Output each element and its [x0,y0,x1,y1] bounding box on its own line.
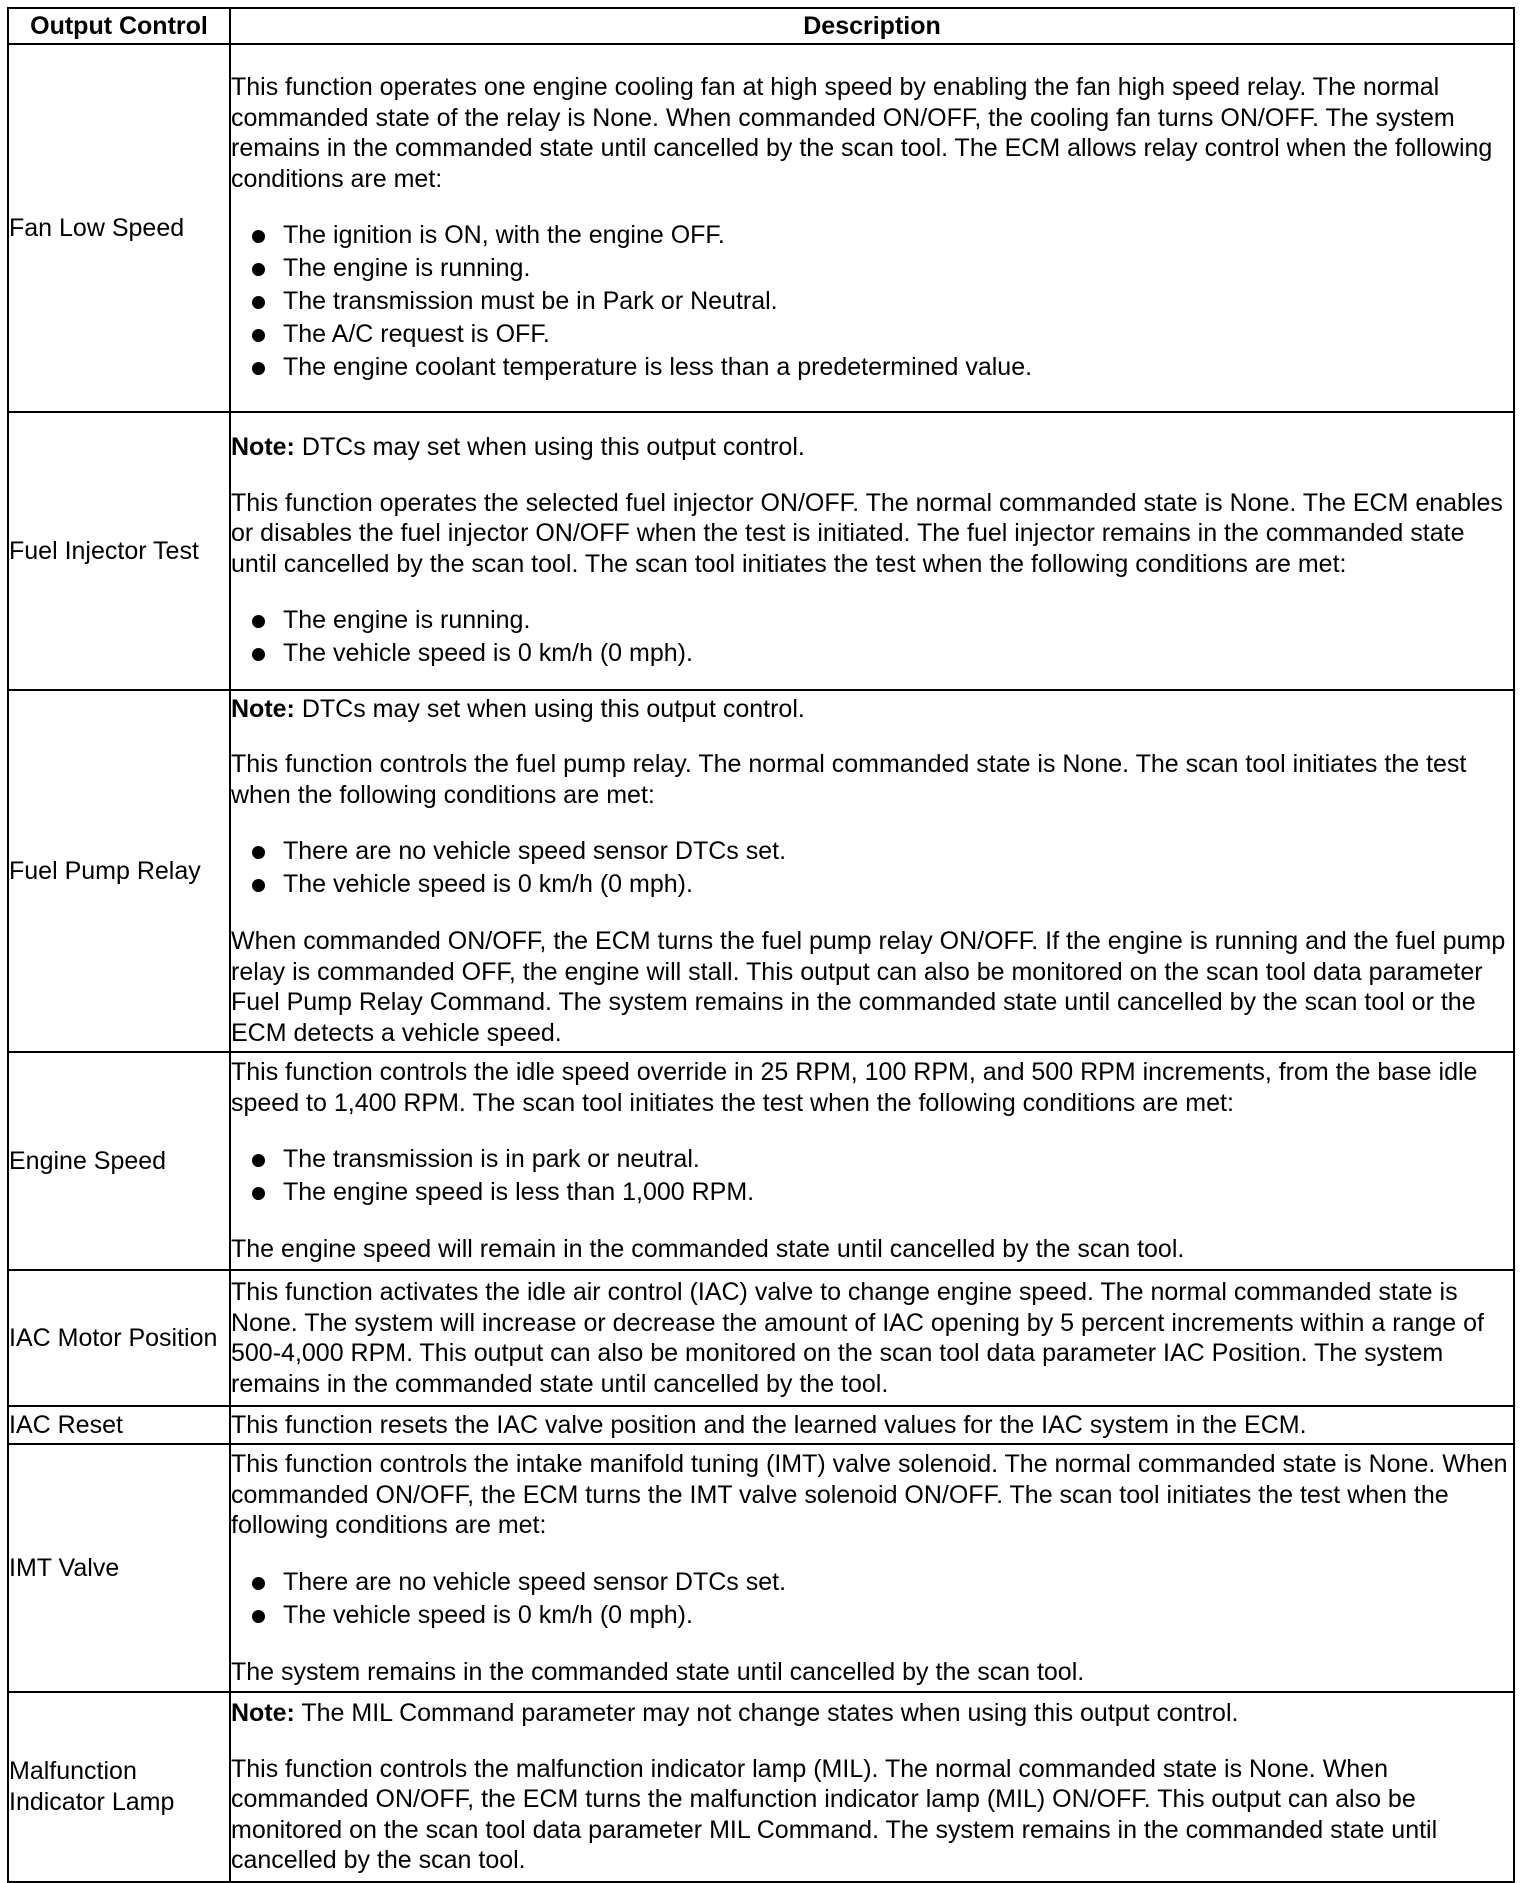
description-paragraph: This function controls the idle speed override in 25 RPM, 100 RPM, and 500 RPM increments, from the base idle speed to 1,400 RPM. The scan tool initiates the test when the following conditions are met: [231,1058,1478,1117]
description-cell [230,44,1514,412]
list-item: The ignition is ON, with the engine OFF. [231,219,1513,252]
description-paragraph: This function operates the selected fuel injector ON/OFF. The normal commanded state is None. The ECM enables or disables the fuel injector ON/OFF when the test is initiated. The fuel injector remains in the commanded state until cancelled by the scan tool. The scan tool initiates the test when the following conditions are met: [231,488,1503,578]
output-control-name: IAC Reset [8,1406,230,1444]
list-item: The transmission must be in Park or Neutral. [231,285,1513,318]
output-control-name: Fuel Injector Test [8,412,230,690]
note-paragraph [231,694,1513,725]
column-header-output-control: Output Control [8,8,230,44]
table-row [8,1052,1514,1270]
list-item: The engine is running. [231,604,1513,637]
output-control-name: Fan Low Speed [8,44,230,412]
table-row [8,1692,1514,1882]
output-control-name: IMT Valve [8,1444,230,1692]
list-item: The A/C request is OFF. [231,318,1513,351]
description-cell [230,690,1514,1052]
output-control-name: Engine Speed [8,1052,230,1270]
list-item: The engine coolant temperature is less than a predetermined value. [231,351,1513,384]
note-paragraph [231,1698,1513,1729]
description-paragraph: This function operates one engine cooling fan at high speed by enabling the fan high speed relay. The normal commanded state of the relay is None. When commanded ON/OFF, the cooling fan turns ON/OFF. The system remains in the commanded state until cancelled by the scan tool. The ECM allows relay control when the following conditions are met: [231,73,1493,193]
description-cell [230,1692,1514,1882]
description-cell [230,1052,1514,1270]
description-paragraph: The system remains in the commanded state until cancelled by the scan tool. [231,1657,1085,1686]
column-header-description: Description [230,8,1514,44]
table-row [8,690,1514,1052]
list-item: There are no vehicle speed sensor DTCs set. [231,1566,1513,1599]
condition-list [231,835,1513,901]
list-item: The transmission is in park or neutral. [231,1143,1513,1176]
table-row [8,1444,1514,1692]
description-paragraph: This function activates the idle air control (IAC) valve to change engine speed. The normal commanded state is None. The system will increase or decrease the amount of IAC opening by 5 percent increments within a range of 500-4,000 RPM. This output can also be monitored on the scan tool data parameter IAC Position. The system remains in the commanded state until cancelled by the tool. [231,1278,1484,1398]
note-text: DTCs may set when using this output control. [294,694,805,723]
description-paragraph: The engine speed will remain in the commanded state until cancelled by the scan tool. [231,1235,1185,1264]
list-item: There are no vehicle speed sensor DTCs set. [231,835,1513,868]
description-cell [230,412,1514,690]
output-control-name: IAC Motor Position [8,1270,230,1406]
description-paragraph: When commanded ON/OFF, the ECM turns the fuel pump relay ON/OFF. If the engine is running and the fuel pump relay is commanded OFF, the engine will stall. This output can also be monitored on the scan tool data parameter Fuel Pump Relay Command. The system remains in the commanded state until cancelled by the scan tool or the ECM detects a vehicle speed. [231,927,1506,1047]
table-row [8,1406,1514,1444]
condition-list [231,1143,1513,1209]
output-control-table [7,7,1515,1883]
table-row [8,412,1514,690]
note-text: The MIL Command parameter may not change states when using this output control. [294,1699,1239,1728]
description-paragraph: This function controls the malfunction indicator lamp (MIL). The normal commanded state is None. When commanded ON/OFF, the ECM turns the malfunction indicator lamp (MIL) ON/OFF. This output can also be monitored on the scan tool data parameter MIL Command. The system remains in the commanded state until cancelled by the scan tool. [231,1754,1438,1875]
condition-list [231,1566,1513,1632]
note-label: Note: [231,694,295,723]
note-paragraph [231,432,1513,463]
description-paragraph: This function controls the intake manifold tuning (IMT) valve solenoid. The normal commanded state is None. When commanded ON/OFF, the ECM turns the IMT valve solenoid ON/OFF. The scan tool initiates the test when the following conditions are met: [231,1450,1508,1539]
output-control-name: Malfunction Indicator Lamp [8,1692,230,1882]
list-item: The engine is running. [231,252,1513,285]
list-item: The vehicle speed is 0 km/h (0 mph). [231,637,1513,670]
note-label: Note: [231,433,295,461]
description-cell [230,1270,1514,1406]
table-header-row [8,8,1514,44]
list-item: The engine speed is less than 1,000 RPM. [231,1176,1513,1209]
description-cell [230,1444,1514,1692]
description-paragraph: This function resets the IAC valve position and the learned values for the IAC system in the ECM. [231,1410,1307,1439]
list-item: The vehicle speed is 0 km/h (0 mph). [231,1599,1513,1632]
condition-list [231,604,1513,670]
note-label: Note: [231,1699,295,1728]
note-text: DTCs may set when using this output control. [294,433,805,461]
output-control-name: Fuel Pump Relay [8,690,230,1052]
list-item: The vehicle speed is 0 km/h (0 mph). [231,868,1513,901]
description-paragraph: This function controls the fuel pump relay. The normal commanded state is None. The scan tool initiates the test when the following conditions are met: [231,750,1467,809]
description-cell [230,1406,1514,1444]
table-row [8,44,1514,412]
table-row [8,1270,1514,1406]
condition-list [231,219,1513,384]
